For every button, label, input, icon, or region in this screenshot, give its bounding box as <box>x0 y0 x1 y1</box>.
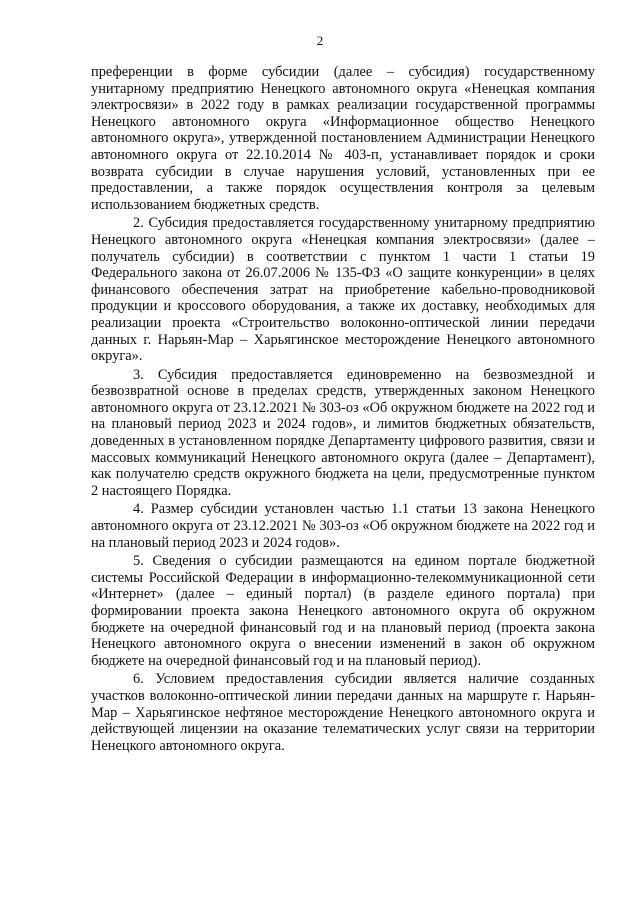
paragraph-4: 4. Размер субсидии установлен частью 1.1 статьи 13 закона Ненецкого автономного округа от 23.12.2021 № 303-оз «Об окружном бюджете на 2022 год и на плановый период 2023 и 2024 годов». <box>91 501 595 551</box>
paragraph-3: 3. Субсидия предоставляется единовременно на безвозмездной и безвозвратной основе в пределах средств, утвержденных законом Ненецкого автономного округа от 23.12.2021 № 303-оз «Об окружном бюджете на 2022 год и на плановый период 2023 и 2024 годов», и лимитов бюджетных обязательств, доведенных в установленном порядке Департаменту цифрового развития, связи и массовых коммуникаций Ненецкого автономного округа (далее – Департамент), как получателю средств окружного бюджета на цели, предусмотренные пунктом 2 настоящего Порядка. <box>91 366 595 499</box>
page-number: 2 <box>316 33 324 48</box>
paragraph-continuation: преференции в форме субсидии (далее – субсидия) государственному унитарному предприятию Ненецкого автономного округа «Ненецкая компания электросвязи» в 2022 году в рамках реализации государственной программы Ненецкого автономного округа «Информационное общество Ненецкого автономного округа», утвержденной постановлением Администрации Ненецкого автономного округа от 22.10.2014 № 403-п, устанавливает порядок и сроки возврата субсидии в случае нарушения условий, установленных при ее предоставлении, а также порядок осуществления контроля за целевым использованием бюджетных средств. <box>91 64 595 213</box>
paragraph-5: 5. Сведения о субсидии размещаются на едином портале бюджетной системы Российской Федерации в информационно-телекоммуникационной сети «Интернет» (далее – единый портал) (в разделе единого портала) при формировании проекта закона Ненецкого автономного округа об окружном бюджете на очередной финансовый год и на плановый период (проекта закона Ненецкого автономного округа о внесении изменений в закон об окружном бюджете на очередной финансовый год и на плановый период). <box>91 553 595 669</box>
paragraph-2: 2. Субсидия предоставляется государственному унитарному предприятию Ненецкого автономного округа «Ненецкая компания электросвязи» (далее – получатель субсидии) в соответствии с пунктом 1 части 1 статьи 19 Федерального закона от 26.07.2006 № 135-ФЗ «О защите конкуренции» в целях финансового обеспечения затрат на приобретение кабельно-проводниковой продукции и кроссового оборудования, а также их доставку, необходимых для реализации проекта «Строительство волоконно-оптической линии передачи данных г. Нарьян-Мар – Харьягинское месторождение Ненецкого автономного округа». <box>91 215 595 365</box>
paragraph-6: 6. Условием предоставления субсидии является наличие созданных участков волоконно-оптической линии передачи данных на маршруте г. Нарьян-Мар – Харьягинское нефтяное месторождение Ненецкого автономного округа и действующей лицензии на оказание телематических услуг связи на территории Ненецкого автономного округа. <box>91 671 595 754</box>
document-body <box>91 64 595 756</box>
